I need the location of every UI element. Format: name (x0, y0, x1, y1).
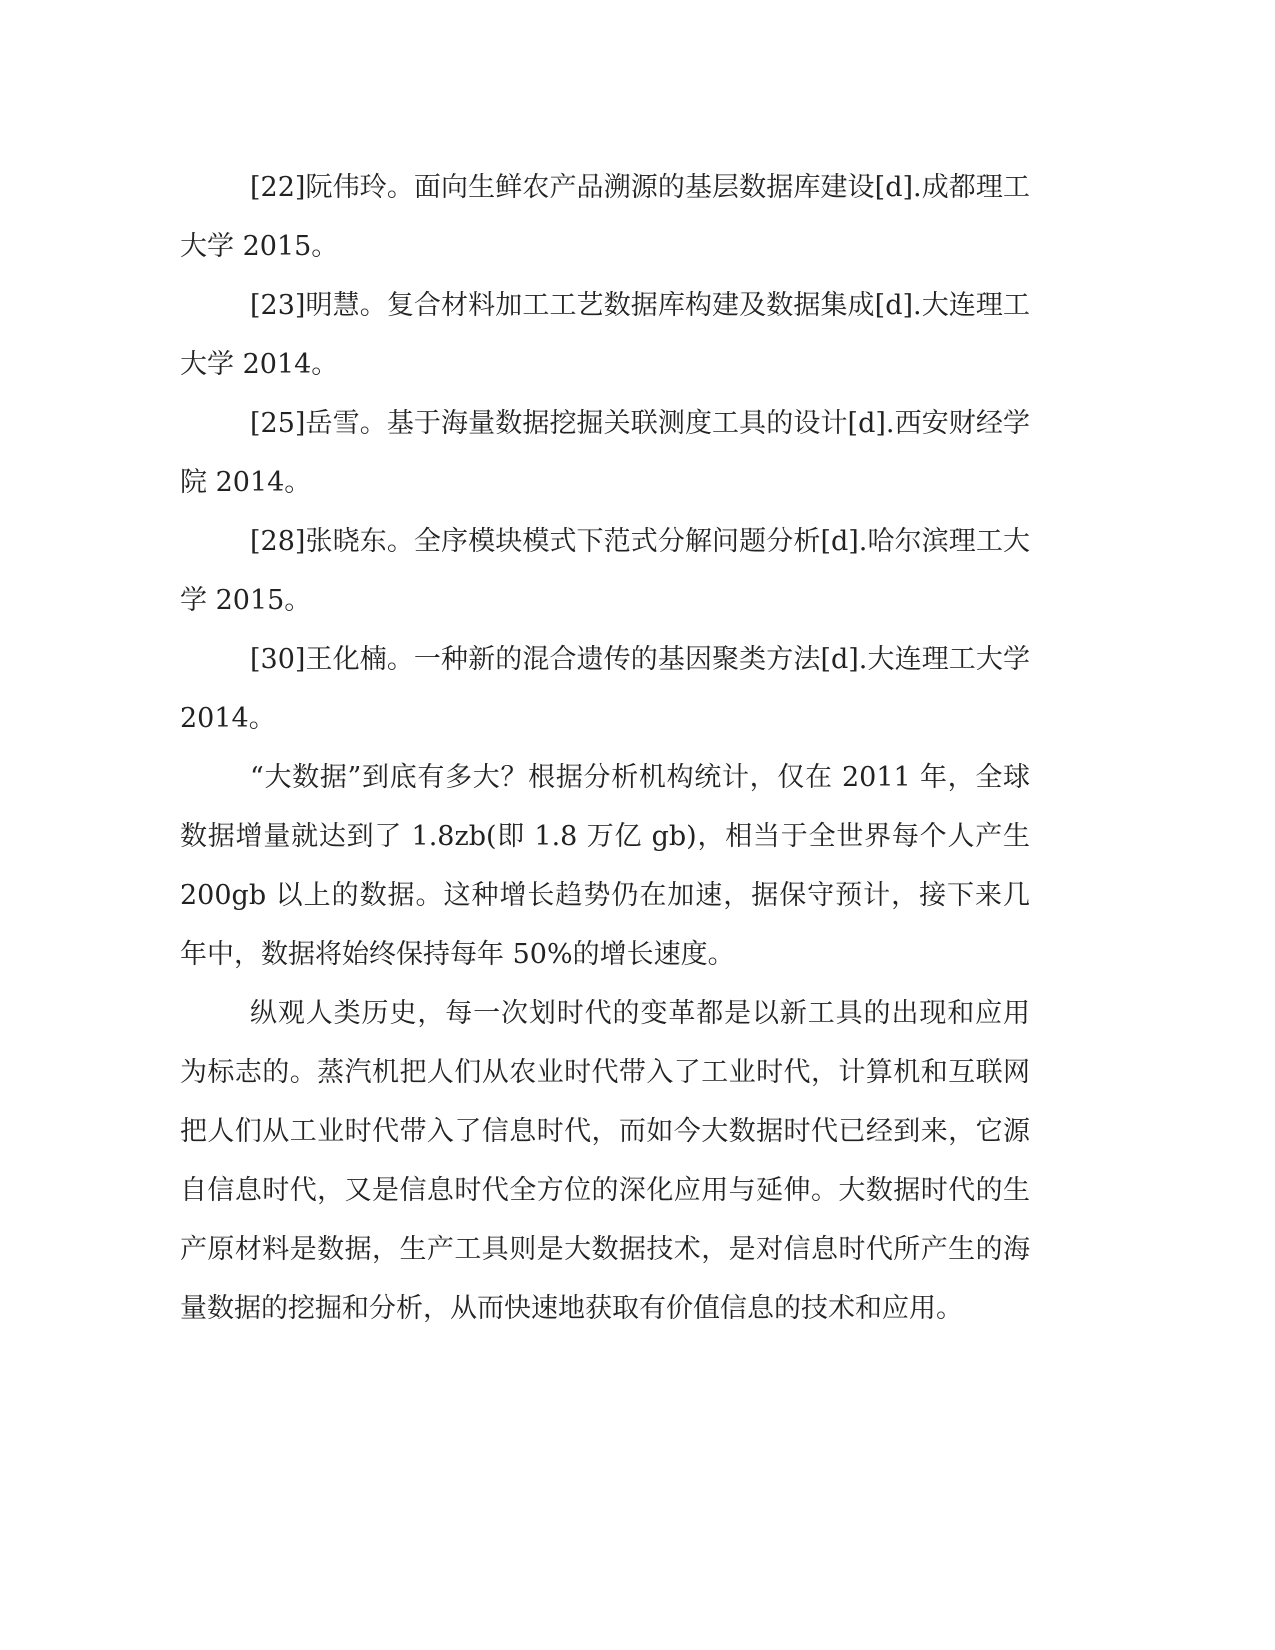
paragraph-big-data-size: “大数据”到底有多大？根据分析机构统计，仅在 2011 年，全球数据增量就达到了 1.8zb(即 1.8 万亿 gb)，相当于全世界每个人产生 200gb 以上的数据。这种增长趋势仍在加速，据保守预计，接下来几年中，数据将始终保持每年 50%的增长速度。 (180, 762, 1030, 970)
reference-item: [25]岳雪。基于海量数据挖掘关联测度工具的设计[d].西安财经学院 2014。 (180, 408, 1030, 498)
reference-list (180, 158, 1030, 748)
body-text (180, 748, 1030, 1338)
reference-item: [28]张晓东。全序模块模式下范式分解问题分析[d].哈尔滨理工大学 2015。 (180, 526, 1030, 616)
document-page (180, 158, 1030, 1338)
paragraph-history: 纵观人类历史，每一次划时代的变革都是以新工具的出现和应用为标志的。蒸汽机把人们从农业时代带入了工业时代，计算机和互联网把人们从工业时代带入了信息时代，而如今大数据时代已经到来，它源自信息时代，又是信息时代全方位的深化应用与延伸。大数据时代的生产原材料是数据，生产工具则是大数据技术，是对信息时代所产生的海量数据的挖掘和分析，从而快速地获取有价值信息的技术和应用。 (180, 998, 1030, 1324)
reference-item: [30]王化楠。一种新的混合遗传的基因聚类方法[d].大连理工大学 2014。 (180, 644, 1030, 734)
reference-item: [23]明慧。复合材料加工工艺数据库构建及数据集成[d].大连理工大学 2014。 (180, 290, 1030, 380)
reference-item: [22]阮伟玲。面向生鲜农产品溯源的基层数据库建设[d].成都理工大学 2015。 (180, 172, 1030, 262)
